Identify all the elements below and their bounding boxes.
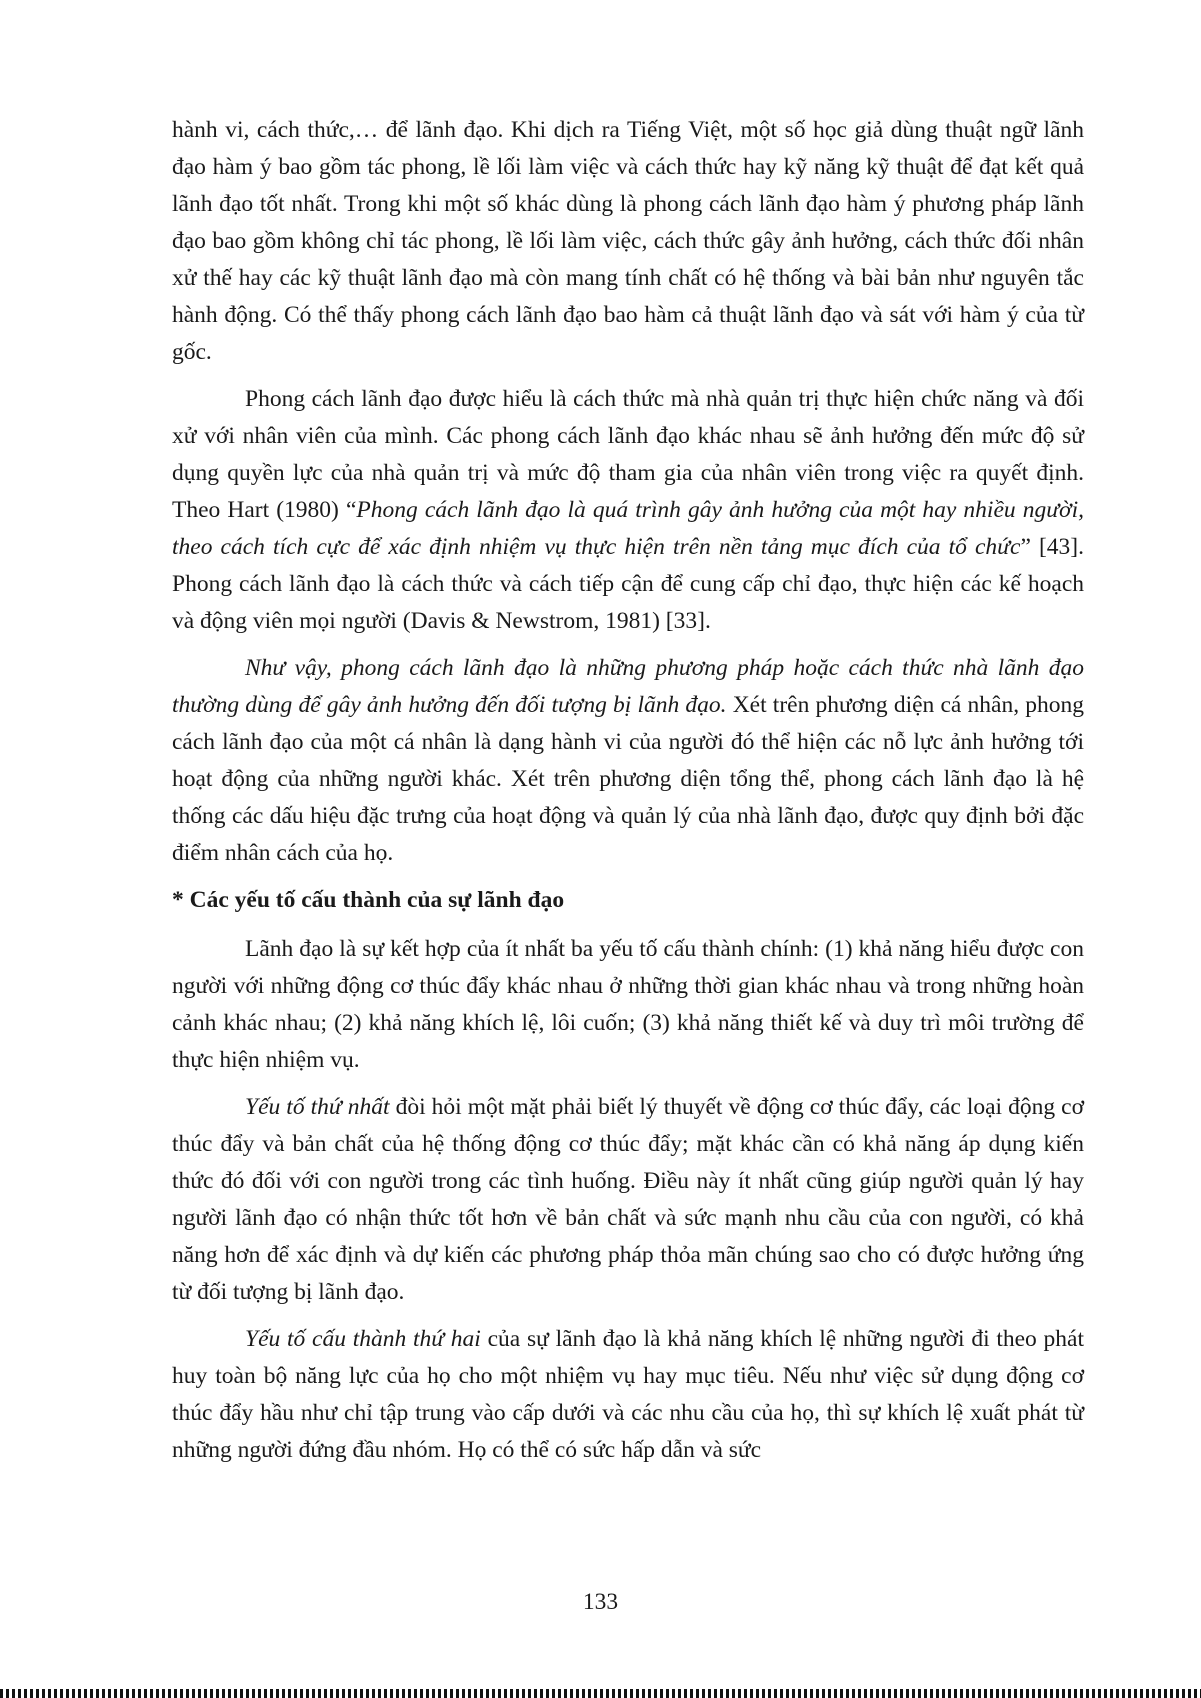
text-segment: đòi hỏi một mặt phải biết lý thuyết về động cơ thúc đẩy, các loại động cơ thúc đẩy và bản chất của hệ thống động cơ thúc đẩy; mặt khác cần có khả năng áp dụng kiến thức đó đối với con người trong các tình huống. Điều này ít nhất cũng giúp người quản lý hay người lãnh đạo có nhận thức tốt hơn về bản chất và sức mạnh nhu cầu của con người, có khả năng hơn để xác định và dự kiến các phương pháp thỏa mãn chúng sao cho có được hưởng ứng từ đối tượng bị lãnh đạo.: [172, 1094, 1085, 1305]
scan-edge-rule: [0, 1689, 1201, 1698]
text-segment: Xét trên phương diện cá nhân, phong cách lãnh đạo của một cá nhân là dạng hành vi của người đó thể hiện các nỗ lực ảnh hưởng tới hoạt động của những người khác. Xét trên phương diện tổng thể, phong cách lãnh đạo là hệ thống các dấu hiệu đặc trưng của hoạt động và quản lý của nhà lãnh đạo, được quy định bởi đặc điểm nhân cách của họ.: [172, 692, 1084, 866]
text-segment: ” [43]. Phong cách lãnh đạo là cách thức và cách tiếp cận để cung cấp chỉ đạo, thực hiện các kế hoạch và động viên mọi người (Davis & Newstrom, 1981) [33].: [172, 534, 1084, 634]
italic-text-segment: Như vậy, phong cách lãnh đạo là những phương pháp hoặc cách thức nhà lãnh đạo thường dùng để gây ảnh hưởng đến đối tượng bị lãnh đạo.: [172, 655, 1084, 718]
document-text: [172, 112, 1084, 1469]
paragraph: [172, 650, 1084, 872]
paragraph: [172, 1321, 1084, 1469]
paragraph: [172, 112, 1084, 371]
paragraph: [172, 381, 1084, 640]
page-number: 133: [582, 1589, 619, 1615]
text-segment: của sự lãnh đạo là khả năng khích lệ những người đi theo phát huy toàn bộ năng lực của họ cho một nhiệm vụ hay mục tiêu. Nếu như việc sử dụng động cơ thúc đẩy hầu như chỉ tập trung vào cấp dưới và các nhu cầu của họ, thì sự khích lệ xuất phát từ những người đứng đầu nhóm. Họ có thể có sức hấp dẫn và sức: [172, 1326, 1085, 1463]
text-segment: hành vi, cách thức,… để lãnh đạo. Khi dịch ra Tiếng Việt, một số học giả dùng thuật ngữ lãnh đạo hàm ý bao gồm tác phong, lề lối làm việc và cách thức hay kỹ năng kỹ thuật để đạt kết quả lãnh đạo tốt nhất. Trong khi một số khác dùng là phong cách lãnh đạo hàm ý phương pháp lãnh đạo bao gồm không chỉ tác phong, lề lối làm việc, cách thức gây ảnh hưởng, cách thức đối nhân xử thế hay các kỹ thuật lãnh đạo mà còn mang tính chất có hệ thống và bài bản như nguyên tắc hành động. Có thể thấy phong cách lãnh đạo bao hàm cả thuật lãnh đạo và sát với hàm ý của từ gốc.: [172, 117, 1084, 365]
text-segment: * Các yếu tố cấu thành của sự lãnh đạo: [172, 887, 565, 913]
paragraph: [172, 1089, 1084, 1311]
text-segment: Phong cách lãnh đạo được hiểu là cách thức mà nhà quản trị thực hiện chức năng và đối xử với nhân viên của mình. Các phong cách lãnh đạo khác nhau sẽ ảnh hưởng đến mức độ sử dụng quyền lực của nhà quản trị và mức độ tham gia của nhân viên trong việc ra quyết định. Theo Hart (1980) “: [172, 386, 1084, 523]
text-segment: Lãnh đạo là sự kết hợp của ít nhất ba yếu tố cấu thành chính: (1) khả năng hiểu được con người với những động cơ thúc đẩy khác nhau ở những thời gian khác nhau và trong những hoàn cảnh khác nhau; (2) khả năng khích lệ, lôi cuốn; (3) khả năng thiết kế và duy trì môi trường để thực hiện nhiệm vụ.: [172, 936, 1084, 1073]
section-heading: [172, 882, 1084, 919]
paragraph: [172, 931, 1084, 1079]
italic-text-segment: Phong cách lãnh đạo là quá trình gây ảnh hưởng của một hay nhiều người, theo cách tích cực để xác định nhiệm vụ thực hiện trên nền tảng mục đích của tổ chức: [172, 497, 1084, 560]
italic-text-segment: Yếu tố thứ nhất: [245, 1094, 390, 1120]
italic-text-segment: Yếu tố cấu thành thứ hai: [245, 1326, 481, 1352]
page-body: [172, 112, 1084, 1479]
